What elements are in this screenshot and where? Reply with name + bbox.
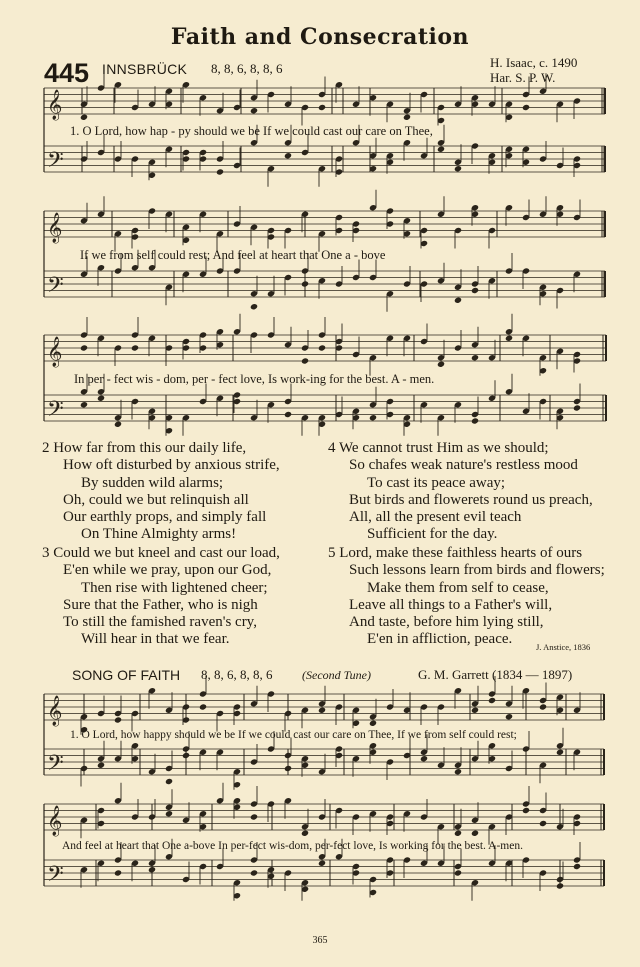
page-number: 365 [312, 935, 328, 946]
svg-text:𝄢: 𝄢 [47, 148, 64, 178]
verse-3: 3 Could we but kneel and cast our load, E'en while we pray, upon our God, Then rise with lightened cheer; Sure that the Father, who is nigh To still the famished raven's cry, Will hear in that we fear. [42, 545, 280, 648]
svg-text:𝄞: 𝄞 [47, 337, 63, 367]
author-credit: J. Anstice, 1836 [536, 642, 591, 652]
svg-text:𝄞: 𝄞 [47, 696, 63, 726]
lyric-line-2: If we from self could rest; And feel at heart that One a - bove [80, 248, 386, 262]
meter: 8, 8, 6, 8, 8, 6 [211, 61, 283, 76]
svg-text:𝄢: 𝄢 [47, 862, 64, 892]
tune-name: INNSBRÜCK [102, 61, 188, 77]
svg-text:𝄢: 𝄢 [47, 397, 64, 427]
meter-2: 8, 8, 6, 8, 8, 6 [201, 667, 273, 682]
lyric-line-5: And feel at heart that One a-bove In per-fect wis-dom, per-fect love, Is working for the best. A-men. [62, 840, 523, 852]
svg-text:𝄢: 𝄢 [47, 273, 64, 303]
svg-text:𝄞: 𝄞 [47, 213, 63, 243]
hymn-number: 445 [44, 58, 90, 88]
section-title: Faith and Consecration [170, 24, 470, 50]
verse-2: 2 How far from this our daily life, How oft disturbed by anxious strife, By sudden wild alarms; Oh, could we but relinquish all Our earthly props, and simply fall On Thine Almighty arms! [42, 440, 280, 543]
svg-text:𝄞: 𝄞 [47, 90, 63, 120]
svg-text:𝄢: 𝄢 [47, 751, 64, 781]
tune-name-2: SONG OF FAITH [72, 667, 181, 683]
svg-text:𝄞: 𝄞 [47, 806, 63, 836]
second-tune-note: (Second Tune) [302, 668, 371, 682]
lyric-line-4: 1. O Lord, how happy should we be If we could cast our care on Thee, If we from self could rest; [70, 729, 517, 741]
composer-credit: H. Isaac, c. 1490 Har. S. P. W. [490, 55, 578, 85]
lyric-line-1: 1. O Lord, how hap - py should we be If we could cast our care on Thee, [70, 124, 433, 138]
composer-credit-2: G. M. Garrett (1834 — 1897) [418, 667, 573, 682]
verse-4: 4 We cannot trust Him as we should; So chafes weak nature's restless mood To cast its peace away; But birds and flowerets round us preach, All, all the present evil teach Sufficient for the day. [328, 440, 593, 543]
verse-5: 5 Lord, make these faithless hearts of ours Such lessons learn from birds and flowers; Make them from self to cease, Leave all things to a Father's will, And taste, before him lying still, E'en in affliction, peace. [328, 545, 605, 648]
lyric-line-3: In per - fect wis - dom, per - fect love, Is work-ing for the best. A - men. [74, 372, 435, 386]
